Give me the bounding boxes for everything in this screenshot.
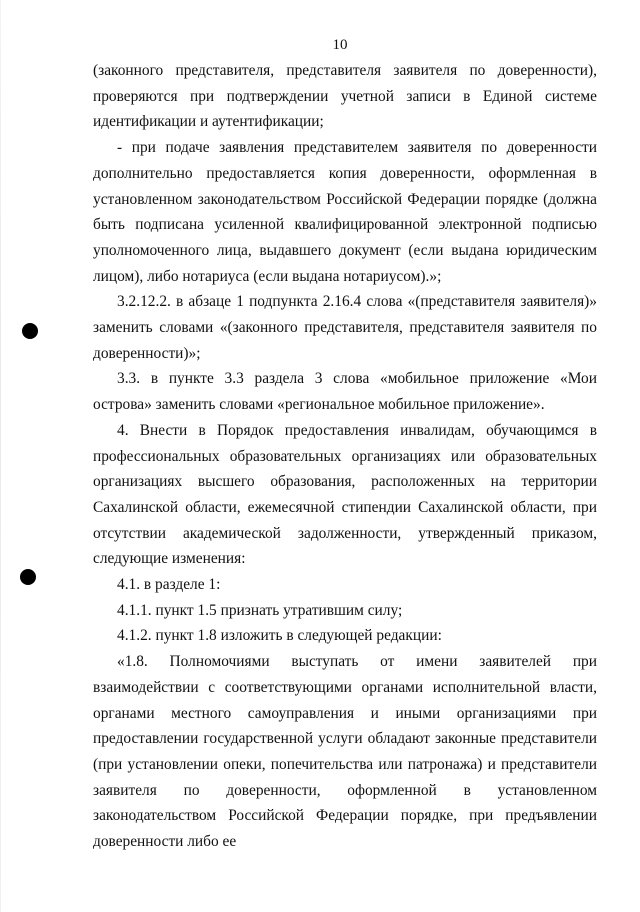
binder-hole-bottom xyxy=(20,569,36,585)
paragraph-1-8: «1.8. Полномочиями выступать от имени заявителей при взаимодействии с соответствующими органами исполнительной власти, органами местного самоуправления и иными организациями при предоставлении государственной услуги обладают законные представители (при установлении опеки, попечительства или патронажа) и представители заявителя по доверенности, оформленной в установленном законодательством Российской Федерации порядке, при предъявлении доверенности либо ее xyxy=(93,653,597,851)
binder-hole-top xyxy=(22,323,38,339)
paragraph-representative-copy: - при подаче заявления представителем заявителя по доверенности дополнительно предоставляется копия доверенности, оформленная в установленном законодательством Российской Федерации порядке (должна быть подписана усиленной квалифицированной электронной подписью уполномоченного лица, выдавшего документ (если выдана юридическим лицом), либо нотариуса (если выдана нотариусом).»; xyxy=(93,139,597,285)
paragraph-4: 4. Внести в Порядок предоставления инвалидам, обучающимся в профессиональных образовательных организациях или образовательных организациях высшего образования, расположенных на территории Сахалинской области, ежемесячной стипендии Сахалинской области, при отсутствии академической задолженности, утвержденный приказом, следующие изменения: xyxy=(93,421,597,568)
paragraph-3-2-12-2: 3.2.12.2. в абзаце 1 подпункта 2.16.4 слова «(представителя заявителя)» заменить словами «(законного представителя, представителя заявителя по доверенности)»; xyxy=(93,293,597,362)
paragraph-continuation: (законного представителя, представителя заявителя по доверенности), проверяются при подтверждении учетной записи в Единой системе идентификации и аутентификации; xyxy=(93,62,597,131)
paragraph-4-1-1: 4.1.1. пункт 1.5 признать утратившим силу; xyxy=(117,601,403,619)
page-number: 10 xyxy=(332,37,348,53)
document-body xyxy=(93,58,597,855)
paragraph-4-1-2: 4.1.2. пункт 1.8 изложить в следующей редакции: xyxy=(117,627,442,645)
paragraph-3-3: 3.3. в пункте 3.3 раздела 3 слова «мобильное приложение «Мои острова» заменить словами «региональное мобильное приложение». xyxy=(93,370,597,414)
scan-edge xyxy=(0,0,1,912)
paragraph-4-1: 4.1. в разделе 1: xyxy=(117,576,221,594)
